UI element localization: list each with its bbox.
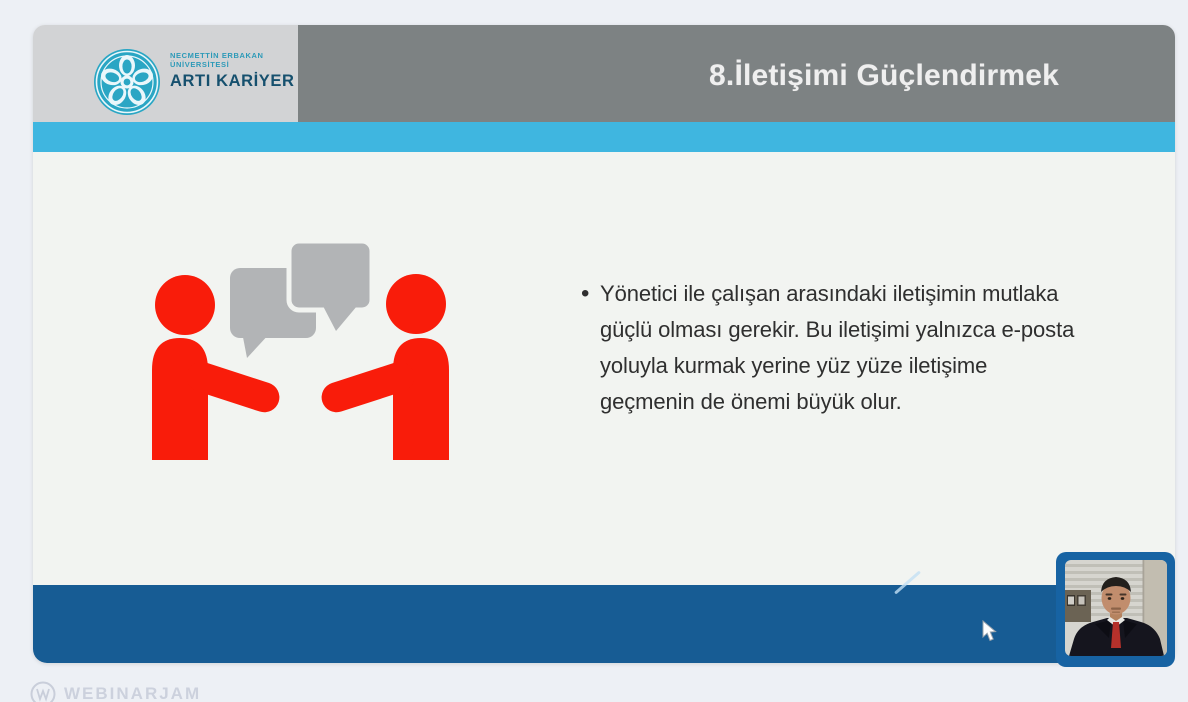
- slide-header: [33, 25, 1175, 122]
- webinarjam-logo-icon: [30, 681, 56, 702]
- mouse-cursor-icon: [982, 620, 997, 642]
- slide-title: 8.İletişimi Güçlendirmek: [709, 59, 1059, 92]
- bullet-line-4: geçmenin de önemi büyük olur.: [600, 389, 902, 414]
- university-logo-icon: [93, 48, 161, 116]
- accent-stripe: [33, 122, 1175, 152]
- university-name-line1: NECMETTİN ERBAKAN: [170, 51, 264, 60]
- logo-panel: [33, 25, 298, 122]
- bullet-text: [600, 276, 1074, 420]
- webinarjam-watermark: [30, 681, 201, 702]
- webinarjam-brand-text: WEBINARJAM: [64, 684, 202, 702]
- bullet-line-3: yoluyla kurmak yerine yüz yüze iletişime: [600, 353, 988, 378]
- bottom-bar: [33, 585, 1175, 663]
- bullet-marker: •: [581, 280, 590, 307]
- university-name-line2: ÜNİVERSİTESİ: [170, 60, 230, 69]
- bullet-list: [581, 276, 1074, 420]
- bullet-line-2: güçlü olması gerekir. Bu iletişimi yalnızca e-posta: [600, 317, 1075, 342]
- people-conversation-icon: [130, 230, 470, 460]
- slide-content: [33, 152, 1175, 585]
- presenter-video: [1065, 560, 1167, 656]
- bullet-line-1: Yönetici ile çalışan arasındaki iletişimin mutlaka: [600, 281, 1059, 306]
- logo-text: [170, 51, 295, 91]
- arti-kariyer-brand: ARTI KARİYER: [170, 72, 295, 90]
- presenter-webcam[interactable]: [1056, 552, 1175, 667]
- presentation-slide: [33, 25, 1175, 663]
